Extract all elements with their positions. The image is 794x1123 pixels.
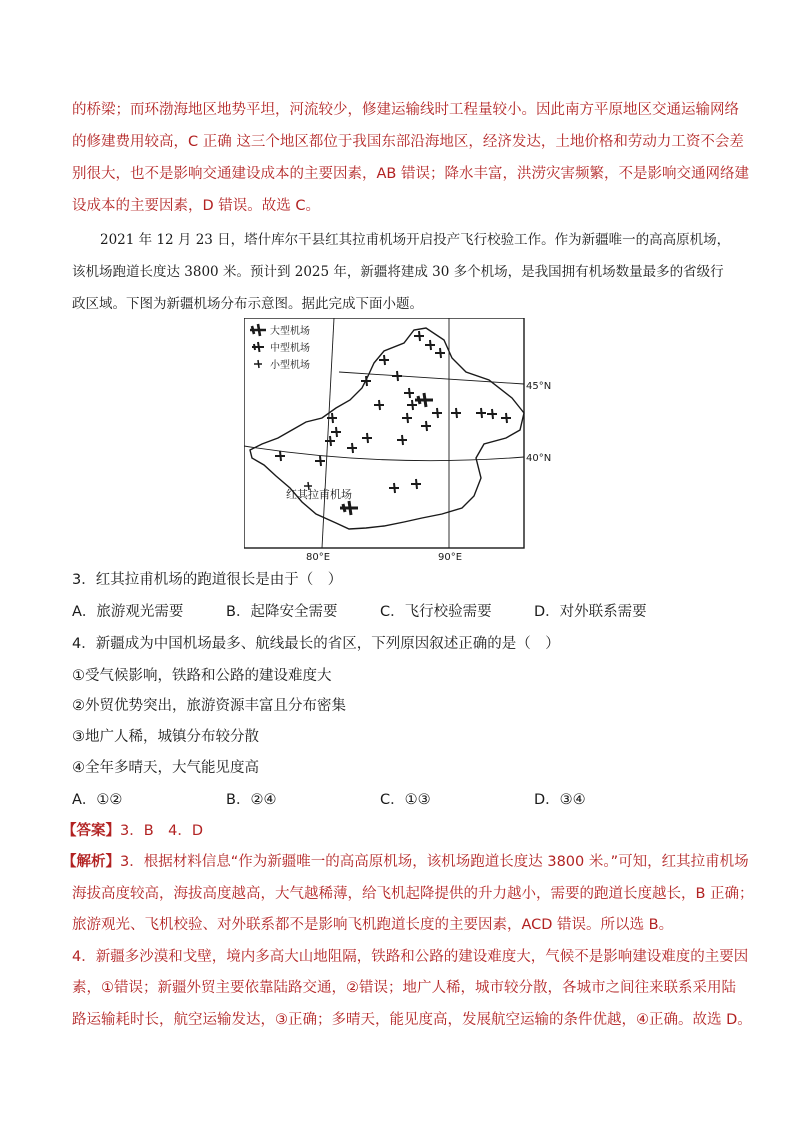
legend-medium: 中型机场 (270, 343, 310, 354)
material-line-3: 政区域。下图为新疆机场分布示意图。据此完成下面小题。 (72, 296, 423, 312)
analysis-line-2: 海拔高度较高，海拔高度越高，大气越稀薄，给飞机起降提供的升力越小，需要的跑道长度越长，B 正确； (72, 886, 754, 902)
analysis-line-1 (62, 850, 749, 871)
legend-small: 小型机场 (270, 360, 310, 371)
analysis-tag: 【解析】 (62, 854, 120, 870)
q3-option-b: B．起降安全需要 (226, 604, 338, 620)
q3-option-d: D．对外联系需要 (534, 604, 647, 620)
q4-option-a: A．①② (72, 792, 123, 808)
prev-analysis-line-1: 的桥梁；而环渤海地区地势平坦，河流较少，修建运输线时工程量较小。因此南方平原地区交通运输网络 (72, 102, 739, 118)
q4-statement-3: ③地广人稀，城镇分布较分散 (72, 729, 259, 745)
xinjiang-airport-map (244, 318, 564, 564)
q4-statement-1: ①受气候影响，铁路和公路的建设难度大 (72, 668, 332, 684)
q4-statement-2: ②外贸优势突出，旅游资源丰富且分布密集 (72, 698, 346, 714)
prev-analysis-line-3: 别很大，也不是影响交通建设成本的主要因素，AB 错误；降水丰富，洪涝灾害频繁，不是影响交通网络建 (72, 166, 749, 182)
q4-stem: 4．新疆成为中国机场最多、航线最长的省区，下列原因叙述正确的是（ ） (72, 636, 560, 652)
material-line-1: 2021 年 12 月 23 日，塔什库尔干县红其拉甫机场开启投产飞行校验工作。作为新疆唯一的高高原机场， (100, 232, 731, 248)
lat-45n-label: 45°N (526, 381, 552, 392)
answer-line (62, 819, 203, 840)
q4-option-c: C．①③ (380, 792, 431, 808)
legend-large: 大型机场 (270, 326, 310, 337)
q3-stem: 3．红其拉甫机场的跑道很长是由于（ ） (72, 572, 343, 588)
lat-40n-label: 40°N (526, 453, 552, 464)
q3-option-a: A．旅游观光需要 (72, 604, 184, 620)
material-line-2: 该机场跑道长度达 3800 米。预计到 2025 年，新疆将建成 30 多个机场，是我国拥有机场数量最多的省级行 (72, 264, 724, 280)
analysis-line-3: 旅游观光、飞机校验、对外联系都不是影响飞机跑道长度的主要因素，ACD 错误。所以选 B。 (72, 917, 674, 933)
lon-80e-label: 80°E (306, 552, 331, 563)
hongqilafu-airport-label: 红其拉甫机场 (286, 488, 352, 501)
q4-statement-4: ④全年多晴天，大气能见度高 (72, 760, 259, 776)
q3-option-c: C．飞行校验需要 (380, 604, 492, 620)
analysis-line-5: 素，①错误；新疆外贸主要依靠陆路交通，②错误；地广人稀，城市较分散，各城市之间往来联系采用陆 (72, 980, 736, 996)
answer-tag: 【答案】 (62, 823, 120, 839)
analysis-line-4: 4．新疆多沙漠和戈壁，境内多高大山地阻隔，铁路和公路的建设难度大，气候不是影响建设难度的主要因 (72, 949, 749, 965)
q4-option-d: D．③④ (534, 792, 586, 808)
legend (250, 324, 310, 371)
q4-option-b: B．②④ (226, 792, 277, 808)
prev-analysis-line-4: 设成本的主要因素，D 错误。故选 C。 (72, 198, 321, 214)
answer-text: 3．B 4．D (120, 823, 204, 839)
analysis-line-6: 路运输耗时长，航空运输发达，③正确；多晴天，能见度高，发展航空运输的条件优越，④正确。故选 D。 (72, 1012, 752, 1028)
analysis-text-1: 3．根据材料信息“作为新疆唯一的高高原机场，该机场跑道长度达 3800 米。”可知，红其拉甫机场 (120, 854, 749, 870)
prev-analysis-line-2: 的修建费用较高，C 正确 这三个地区都位于我国东部沿海地区，经济发达，土地价格和劳动力工资不会差 (72, 134, 744, 150)
lon-90e-label: 90°E (438, 552, 463, 563)
